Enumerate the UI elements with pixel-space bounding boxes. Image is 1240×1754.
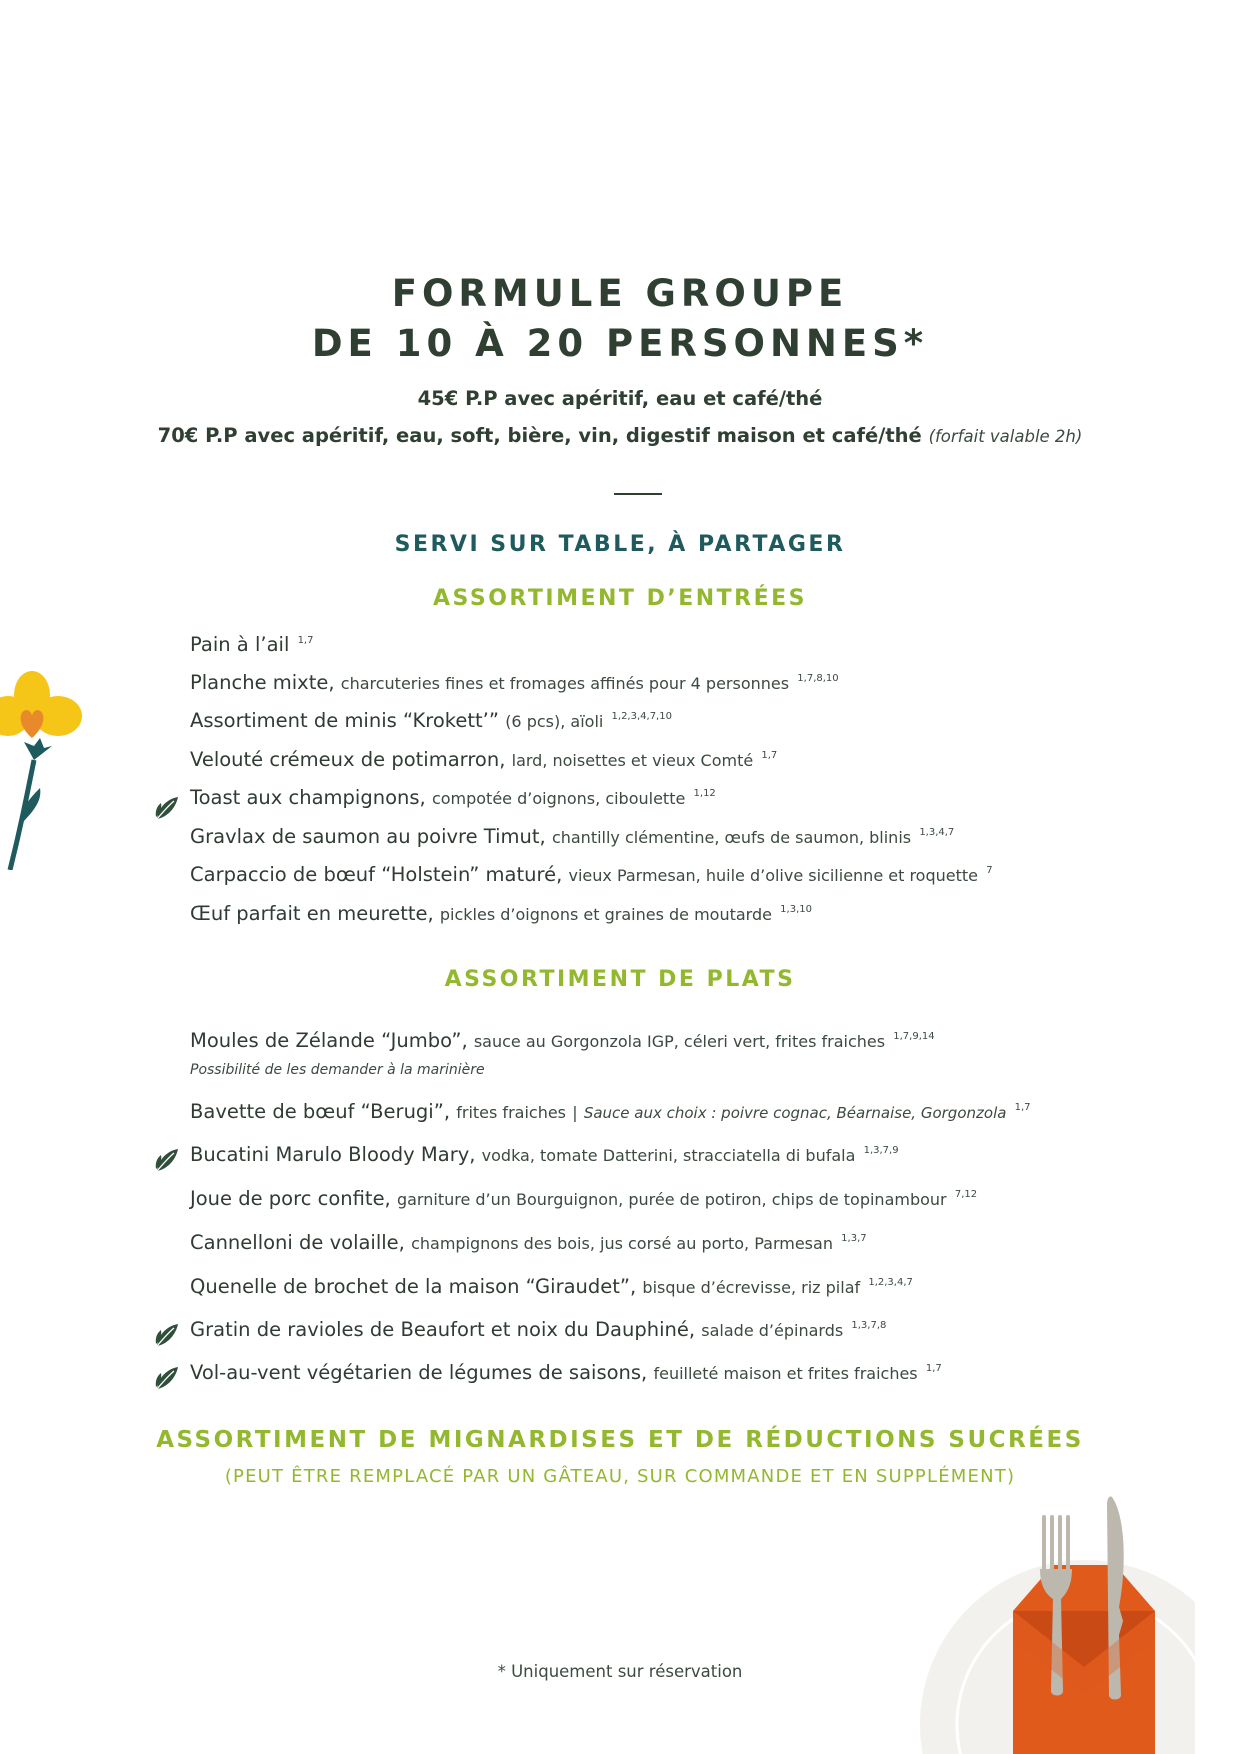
- allergens: 1,7: [761, 750, 778, 761]
- allergens: 1,3,4,7: [919, 827, 955, 838]
- allergens: 1,7: [297, 635, 314, 646]
- item-description: champignons des bois, jus corsé au porto, Parmesan: [411, 1234, 833, 1253]
- item-name: Pain à l’ail: [190, 633, 290, 656]
- menu-item: [190, 786, 716, 809]
- allergens: 1,7,8,10: [797, 673, 839, 684]
- cutlery-napkin-illustration: [915, 1495, 1195, 1754]
- menu-item: [190, 1100, 1031, 1123]
- price-option-2-note: (forfait valable 2h): [928, 427, 1083, 446]
- allergens: 1,3,7,9: [863, 1145, 899, 1156]
- flower-illustration: [0, 660, 90, 870]
- item-description: garniture d’un Bourguignon, purée de potiron, chips de topinambour: [396, 1190, 947, 1209]
- plats-title: ASSORTIMENT DE PLATS: [444, 967, 796, 992]
- item-name: Assortiment de minis “Krokett’”: [190, 709, 499, 732]
- item-name: Moules de Zélande “Jumbo”,: [190, 1029, 468, 1052]
- menu-item: [190, 863, 993, 886]
- item-description: chantilly clémentine, œufs de saumon, blinis: [551, 828, 912, 847]
- menu-item: [190, 902, 812, 925]
- allergens: 1,7,9,14: [893, 1031, 935, 1042]
- item-description: (6 pcs), aïoli: [505, 712, 604, 731]
- item-note: Possibilité de les demander à la marinière: [190, 1062, 485, 1078]
- sauce-options: Sauce aux choix : poivre cognac, Béarnaise, Gorgonzola: [583, 1104, 1007, 1122]
- item-name: Cannelloni de volaille,: [190, 1231, 405, 1254]
- leaf-icon: [154, 1365, 180, 1391]
- menu-item: [190, 1318, 886, 1341]
- item-name: Gravlax de saumon au poivre Timut,: [190, 825, 546, 848]
- allergens: 1,12: [693, 788, 716, 799]
- item-description: compotée d’oignons, ciboulette: [431, 789, 686, 808]
- price-option-1: 45€ P.P avec apéritif, eau et café/thé: [417, 387, 823, 410]
- item-name: Carpaccio de bœuf “Holstein” maturé,: [190, 863, 563, 886]
- item-description: sauce au Gorgonzola IGP, céleri vert, frites fraiches: [473, 1032, 886, 1051]
- served-title: SERVI SUR TABLE, À PARTAGER: [394, 532, 846, 557]
- divider: [614, 493, 662, 495]
- leaf-icon: [154, 1322, 180, 1348]
- item-description: feuilleté maison et frites fraiches: [653, 1364, 918, 1383]
- menu-item: [190, 709, 672, 732]
- item-name: Velouté crémeux de potimarron,: [190, 748, 506, 771]
- allergens: 1,3,10: [780, 904, 812, 915]
- allergens: 1,7: [925, 1363, 942, 1374]
- footer-note: * Uniquement sur réservation: [497, 1662, 743, 1681]
- item-description: vodka, tomate Datterini, stracciatella di bufala: [481, 1146, 856, 1165]
- menu-item: [190, 1231, 867, 1254]
- item-name: Vol-au-vent végétarien de légumes de saisons,: [190, 1361, 648, 1384]
- item-description: pickles d’oignons et graines de moutarde: [439, 905, 772, 924]
- allergens: 7: [986, 865, 993, 876]
- item-name: Œuf parfait en meurette,: [190, 902, 434, 925]
- menu-item: [190, 1187, 977, 1210]
- menu-item: [190, 1275, 913, 1298]
- menu-item: [190, 671, 839, 694]
- menu-item: [190, 1143, 899, 1166]
- allergens: 1,3,7,8: [851, 1320, 887, 1331]
- menu-item: [190, 1361, 942, 1384]
- menu-item: [190, 633, 313, 656]
- item-name: Toast aux champignons,: [190, 786, 426, 809]
- item-name: Planche mixte,: [190, 671, 335, 694]
- allergens: 1,2,3,4,7: [868, 1277, 913, 1288]
- page-title-line2: DE 10 À 20 PERSONNES*: [311, 322, 929, 365]
- item-description: charcuteries fines et fromages affinés pour 4 personnes: [340, 674, 790, 693]
- menu-item: [190, 748, 777, 771]
- entrees-title: ASSORTIMENT D’ENTRÉES: [433, 586, 807, 611]
- allergens: 1,3,7: [841, 1233, 867, 1244]
- item-name: Bucatini Marulo Bloody Mary,: [190, 1143, 476, 1166]
- dessert-subtitle: (PEUT ÊTRE REMPLACÉ PAR UN GÂTEAU, SUR COMMANDE ET EN SUPPLÉMENT): [224, 1466, 1016, 1487]
- menu-item: [190, 1029, 935, 1052]
- item-description: salade d’épinards: [701, 1321, 844, 1340]
- leaf-icon: [154, 795, 180, 821]
- item-description: vieux Parmesan, huile d’olive sicilienne et roquette: [568, 866, 978, 885]
- separator: |: [572, 1103, 578, 1122]
- price-option-2-main: 70€ P.P avec apéritif, eau, soft, bière, vin, digestif maison et café/thé: [157, 424, 922, 447]
- item-description: bisque d’écrevisse, riz pilaf: [642, 1278, 861, 1297]
- allergens: 1,2,3,4,7,10: [611, 711, 672, 722]
- price-option-2: [0, 424, 1240, 447]
- dessert-title: ASSORTIMENT DE MIGNARDISES ET DE RÉDUCTIONS SUCRÉES: [156, 1427, 1084, 1453]
- allergens: 1,7: [1014, 1102, 1031, 1113]
- menu-item: [190, 825, 954, 848]
- allergens: 7,12: [954, 1189, 978, 1200]
- page-title-line1: FORMULE GROUPE: [391, 272, 849, 315]
- item-description: lard, noisettes et vieux Comté: [511, 751, 754, 770]
- item-description: frites fraiches: [456, 1103, 567, 1122]
- item-name: Bavette de bœuf “Berugi”,: [190, 1100, 451, 1123]
- leaf-icon: [154, 1147, 180, 1173]
- item-name: Gratin de ravioles de Beaufort et noix du Dauphiné,: [190, 1318, 696, 1341]
- item-name: Joue de porc confite,: [190, 1187, 391, 1210]
- item-name: Quenelle de brochet de la maison “Giraudet”,: [190, 1275, 637, 1298]
